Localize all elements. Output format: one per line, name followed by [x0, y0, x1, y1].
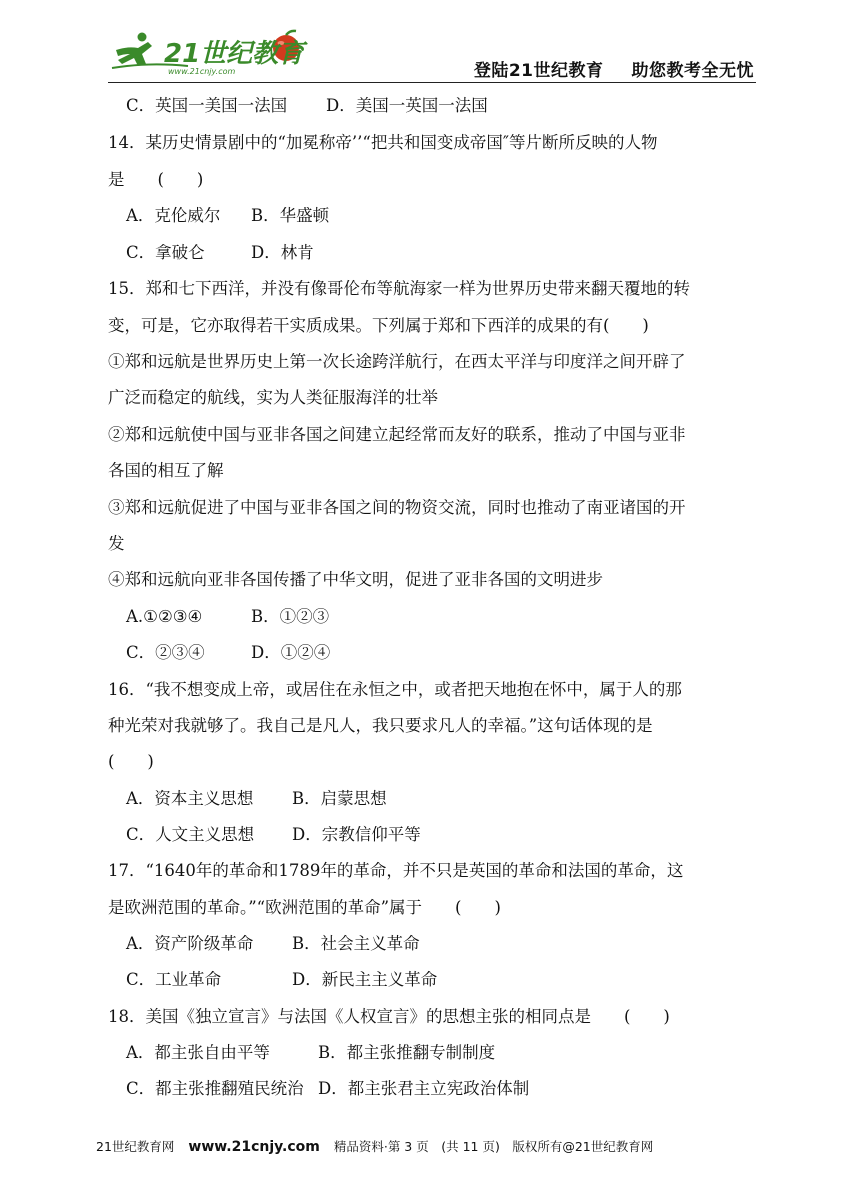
line-text: ②郑和远航使中国与亚非各国之间建立起经常而友好的联系，推动了中国与亚非	[108, 425, 686, 444]
page-header	[0, 0, 860, 90]
footer-left: 21世纪教育网	[96, 1139, 175, 1154]
line-text: 是 ( )	[108, 170, 204, 189]
text-line	[126, 823, 421, 847]
text-line	[108, 386, 438, 410]
line-text: ④郑和远航向亚非各国传播了中华文明，促进了亚非各国的文明进步	[108, 570, 603, 589]
line-text: 发	[108, 534, 125, 553]
option-left: A．都主张自由平等	[126, 1043, 270, 1062]
text-line	[108, 568, 603, 592]
option-right: D．美国一英国一法国	[326, 96, 488, 115]
text-line	[108, 350, 686, 374]
slogan-right: 助您教考全无忧	[631, 61, 754, 81]
footer-right: 精品资料·第 3 页 (共 11 页) 版权所有@21世纪教育网	[333, 1139, 654, 1154]
header-divider	[108, 82, 756, 83]
option-right: D．林肯	[251, 243, 314, 262]
option-right: D．新民主主义革命	[292, 970, 438, 989]
option-left: C．工业革命	[126, 970, 222, 989]
text-line	[126, 1077, 529, 1101]
text-line	[108, 168, 203, 192]
text-line	[126, 204, 329, 228]
text-line	[108, 532, 125, 556]
footer-site: www.21cnjy.com	[188, 1139, 320, 1155]
text-line	[108, 750, 154, 774]
text-line	[108, 459, 224, 483]
option-right: D．宗教信仰平等	[292, 825, 421, 844]
text-line	[126, 641, 330, 665]
option-right: B．启蒙思想	[292, 789, 387, 808]
option-left: C．②③④	[126, 643, 205, 662]
option-left: C．拿破仑	[126, 243, 205, 262]
line-text: 广泛而稳定的航线，实为人类征服海洋的壮举	[108, 388, 438, 407]
text-line	[126, 968, 437, 992]
line-text: ( )	[108, 752, 154, 771]
text-line	[108, 896, 501, 920]
option-left: A.①②③④	[126, 607, 203, 626]
text-line	[108, 714, 653, 738]
line-text: 种光荣对我就够了。我自己是凡人，我只要求凡人的幸福。”这句话体现的是	[108, 716, 653, 735]
text-line	[108, 314, 649, 338]
text-line	[126, 787, 387, 811]
option-right: B．华盛顿	[251, 206, 330, 225]
option-right: B．社会主义革命	[292, 934, 420, 953]
option-right: B．①②③	[251, 607, 330, 626]
text-line	[108, 131, 658, 155]
text-line	[108, 859, 683, 883]
option-left: A．克伦威尔	[126, 206, 221, 225]
text-line	[108, 277, 690, 301]
text-line	[126, 241, 314, 265]
text-line	[126, 94, 488, 118]
option-left: C．英国一美国一法国	[126, 96, 288, 115]
option-right: D．都主张君主立宪政治体制	[318, 1079, 530, 1098]
option-right: D．①②④	[251, 643, 331, 662]
text-line	[126, 1041, 495, 1065]
text-line	[108, 423, 686, 447]
line-text: 是欧洲范围的革命。”“欧洲范围的革命”属于 ( )	[108, 898, 501, 917]
line-text: 17．“1640年的革命和1789年的革命，并不只是英国的革命和法国的革命，这	[108, 861, 684, 880]
text-line	[126, 605, 329, 629]
line-text: ③郑和远航促进了中国与亚非各国之间的物资交流，同时也推动了南亚诸国的开	[108, 498, 686, 517]
logo-url: www.21cnjy.com	[168, 67, 236, 76]
header-slogan	[474, 56, 754, 81]
option-left: C．都主张推翻殖民统治	[126, 1079, 304, 1098]
text-line	[108, 496, 686, 520]
site-logo	[108, 28, 308, 80]
page-footer	[96, 1137, 776, 1155]
line-text: 18．美国《独立宣言》与法国《人权宣言》的思想主张的相同点是 ( )	[108, 1007, 670, 1026]
line-text: ①郑和远航是世界历史上第一次长途跨洋航行，在西太平洋与印度洋之间开辟了	[108, 352, 686, 371]
slogan-left: 登陆21世纪教育	[473, 61, 604, 81]
option-left: C．人文主义思想	[126, 825, 255, 844]
option-left: A．资产阶级革命	[126, 934, 254, 953]
text-line	[108, 678, 682, 702]
line-text: 16．“我不想变成上帝，或居住在永恒之中，或者把天地抱在怀中，属于人的那	[108, 680, 682, 699]
option-left: A．资本主义思想	[126, 789, 254, 808]
line-text: 14．某历史情景剧中的“加冕称帝’’“把共和国变成帝国″等片断所反映的人物	[108, 133, 658, 152]
text-line	[126, 932, 420, 956]
option-right: B．都主张推翻专制制度	[318, 1043, 496, 1062]
logo-title: 21世纪教育	[164, 39, 305, 69]
text-line	[108, 1005, 670, 1029]
line-text: 变，可是，它亦取得若干实质成果。下列属于郑和下西洋的成果的有( )	[108, 316, 649, 335]
line-text: 15．郑和七下西洋，并没有像哥伦布等航海家一样为世界历史带来翻天覆地的转	[108, 279, 690, 298]
line-text: 各国的相互了解	[108, 461, 224, 480]
